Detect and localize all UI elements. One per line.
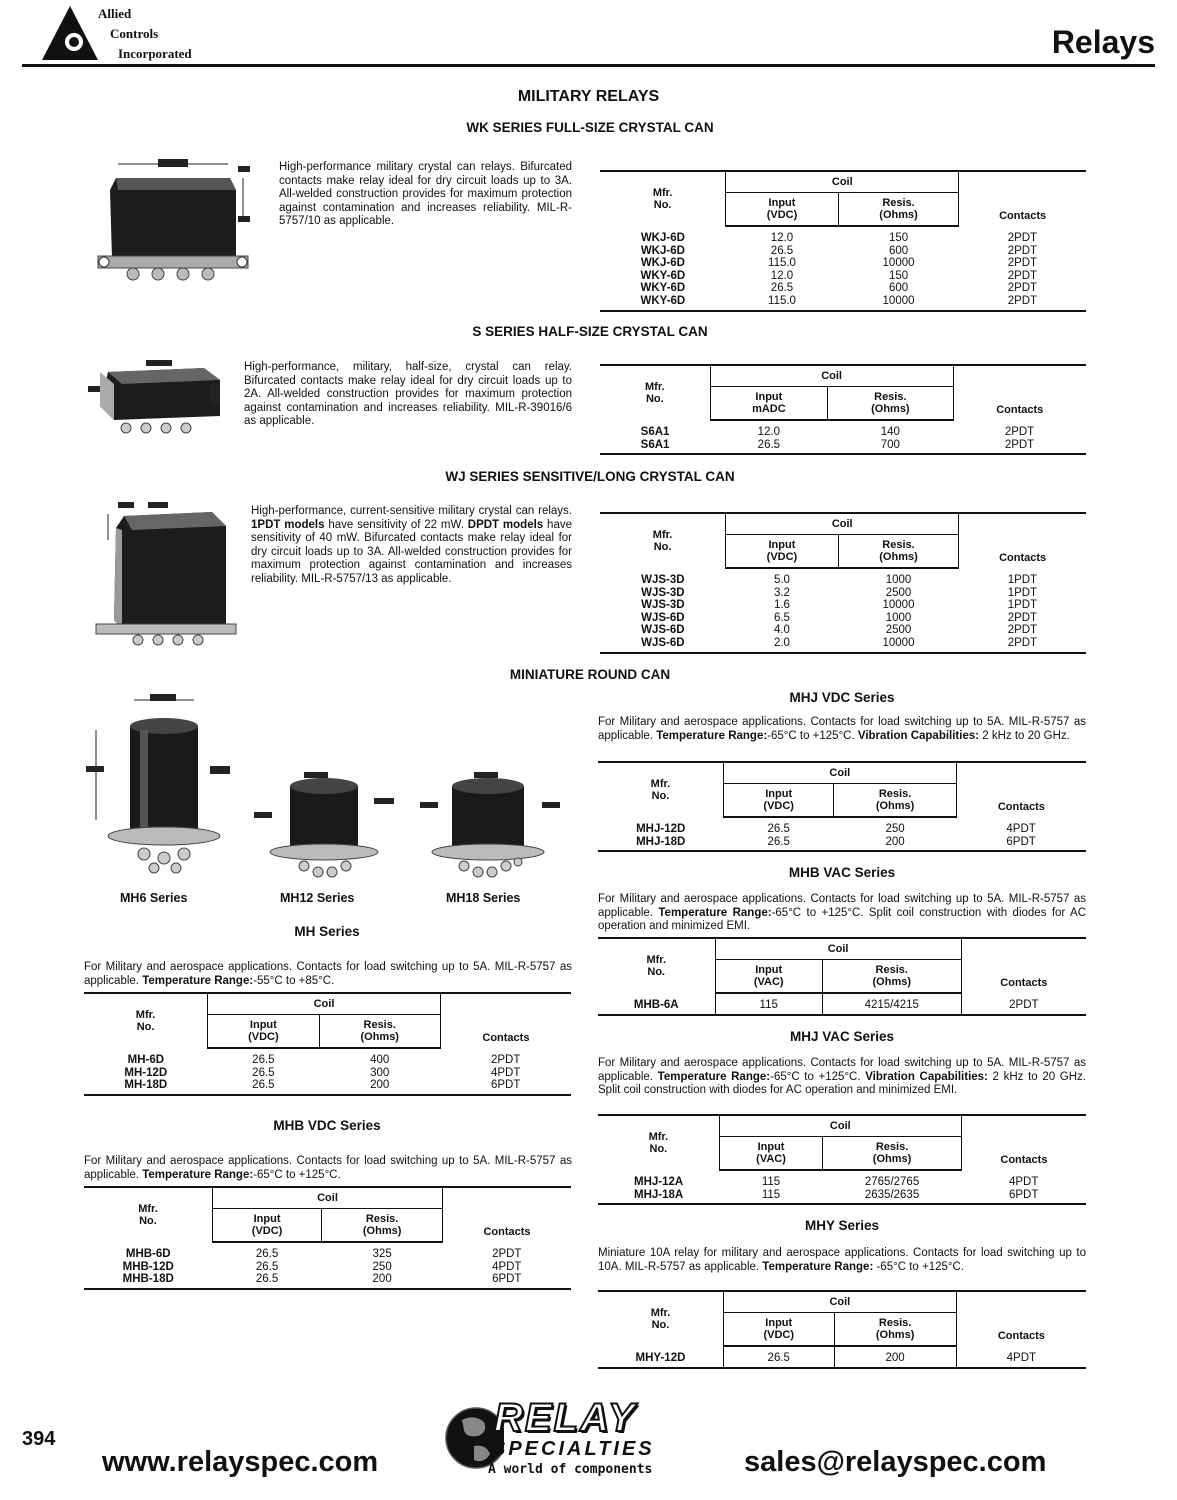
logo-tagline: A world of components xyxy=(488,1462,653,1477)
cell-resis: 2500 xyxy=(885,586,912,599)
wj-desc-part: have sensitivity of 22 mW. xyxy=(324,518,468,531)
mh6-relay-drawing-icon xyxy=(84,690,244,890)
cell-input: 26.5 xyxy=(255,1260,279,1273)
cell-resis: 140 xyxy=(880,426,900,438)
col-contacts: Contacts xyxy=(443,1187,571,1242)
mhy-section-title: MHY Series xyxy=(804,1218,880,1233)
logo-line-3: Incorporated xyxy=(118,46,192,61)
col-input xyxy=(723,1313,834,1347)
cell-contacts: 2PDT xyxy=(1007,231,1038,244)
mhj-vdc-desc-text: For Military and aerospace applications. Contacts for load switching up to 5A. MIL-R-5757 as applicable. xyxy=(598,716,1086,742)
cell-mfr: MHJ-12D xyxy=(636,822,686,835)
cell-input: 26.5 xyxy=(723,1346,834,1368)
cell-input: 26.5 xyxy=(770,282,794,295)
cell-contacts: 2PDT xyxy=(1007,269,1038,282)
table-row xyxy=(600,439,1086,455)
col-resis xyxy=(828,387,953,421)
cell-mfr: WJS-6D xyxy=(600,637,726,653)
table-row xyxy=(598,836,1086,852)
cell-mfr: MHB-6A xyxy=(598,993,715,1015)
resis-header: Resis. (Ohms) xyxy=(875,1317,915,1341)
mfr-header: Mfr. No. xyxy=(646,954,667,978)
cell-resis: 2765/2765 xyxy=(864,1176,920,1188)
cell-mfr: S6A1 xyxy=(640,425,670,438)
wj-section-title: WJ SERIES SENSITIVE/LONG CRYSTAL CAN xyxy=(445,469,735,484)
cell-resis: 10000 xyxy=(838,295,959,311)
mhj-vac-temp-label: Temperature Range: xyxy=(657,1070,771,1083)
cell-resis: 200 xyxy=(834,836,956,852)
table-row xyxy=(600,612,1086,625)
col-input xyxy=(723,784,834,818)
mfr-header: Mfr. No. xyxy=(652,187,673,211)
mh-temp-label: Temperature Range: xyxy=(142,974,254,987)
cell-mfr: MHJ-18A xyxy=(598,1189,719,1205)
mhb-vac-section-title: MHB VAC Series xyxy=(788,865,896,880)
resis-header: Resis. (Ohms) xyxy=(872,1141,912,1165)
mhb-vac-description xyxy=(598,893,1086,934)
logo-line-1: Allied xyxy=(98,6,132,21)
mfr-header: Mfr. No. xyxy=(650,778,671,802)
cell-input: 26.5 xyxy=(723,836,834,852)
cell-resis: 10000 xyxy=(882,599,915,612)
table-row xyxy=(598,1170,1086,1189)
cell-resis: 600 xyxy=(888,244,909,257)
col-input xyxy=(726,193,839,227)
cell-input: 115.0 xyxy=(768,257,796,270)
cell-input: 26.5 xyxy=(767,823,790,835)
col-coil: Coil xyxy=(710,365,953,387)
cell-mfr: WJS-3D xyxy=(641,573,685,586)
cell-mfr: WJS-3D xyxy=(641,586,685,599)
cell-input: 26.5 xyxy=(710,439,828,455)
mh-section-title: MH Series xyxy=(294,924,360,939)
cell-contacts: 6PDT xyxy=(443,1273,571,1289)
col-input xyxy=(212,1209,321,1243)
input-header: Input mADC xyxy=(752,391,786,415)
cell-contacts: 2PDT xyxy=(953,439,1086,455)
header-rule xyxy=(22,64,1155,67)
cell-contacts: 1PDT xyxy=(1007,599,1038,612)
cell-contacts: 2PDT xyxy=(490,1053,521,1066)
mhj-vac-table xyxy=(598,1114,1086,1205)
cell-mfr: WKY-6D xyxy=(600,295,726,311)
cell-resis: 150 xyxy=(888,232,909,244)
cell-mfr: MH-6D xyxy=(127,1053,165,1066)
col-input xyxy=(726,535,839,569)
s-section-title: S SERIES HALF-SIZE CRYSTAL CAN xyxy=(472,324,708,339)
col-mfr xyxy=(598,1115,719,1170)
mhb-vdc-table xyxy=(84,1186,571,1290)
wk-description: High-performance military crystal can relays. Bifurcated contacts make relay ideal for dry circuit loads up to 3A. All-welded construction provides for maximum protection against contamination and increases reliability. MIL-R-5757/10 as applicable. xyxy=(279,161,572,227)
col-mfr xyxy=(598,1291,723,1346)
cell-mfr: WJS-6D xyxy=(641,624,685,637)
mfr-header: Mfr. No. xyxy=(648,1131,669,1155)
wk-table xyxy=(600,170,1086,312)
cell-contacts: 4PDT xyxy=(490,1066,521,1079)
table-row xyxy=(84,1048,571,1067)
cell-contacts: 2PDT xyxy=(959,637,1086,653)
mh-table xyxy=(84,992,571,1096)
mh-temp-value: -55°C to +85°C. xyxy=(253,974,335,987)
input-header: Input (VDC) xyxy=(251,1213,283,1237)
mh18-relay-drawing-icon xyxy=(418,768,568,886)
s-description: High-performance, military, half-size, crystal can relay. Bifurcated contacts make relay ideal for dry circuit loads up to 2A. All-welded construction provides for maximum protection against contamination and increases reliability. MIL-R-39016/6 as applicable. xyxy=(244,361,572,427)
cell-contacts: 2PDT xyxy=(1007,282,1038,295)
resis-header: Resis. (Ohms) xyxy=(879,197,918,221)
website-link[interactable]: www.relayspec.com xyxy=(102,1446,379,1478)
col-contacts: Contacts xyxy=(440,993,571,1048)
cell-contacts: 2PDT xyxy=(1007,611,1038,624)
mhb-vac-temp-value: -65°C to +125°C. Split coil construction with diodes for AC operation and minimized EMI. xyxy=(598,906,1086,932)
mhj-vdc-vib-value: 2 kHz to 20 GHz. xyxy=(979,729,1070,742)
cell-contacts: 1PDT xyxy=(1007,586,1038,599)
cell-mfr: WKY-6D xyxy=(640,269,686,282)
cell-input: 12.0 xyxy=(757,426,781,438)
col-contacts: Contacts xyxy=(956,1291,1086,1346)
table-row xyxy=(598,1189,1086,1205)
cell-mfr: MHY-12D xyxy=(598,1346,723,1368)
cell-input: 1.6 xyxy=(773,599,790,612)
cell-input: 26.5 xyxy=(255,1248,279,1260)
cell-input: 115 xyxy=(715,993,822,1015)
input-header: Input (VDC) xyxy=(766,539,798,563)
col-resis xyxy=(822,960,961,994)
cell-resis: 2635/2635 xyxy=(823,1189,962,1205)
wj-table xyxy=(600,512,1086,654)
cell-mfr: WKJ-6D xyxy=(640,231,685,244)
mhy-desc-text: Miniature 10A relay for military and aerospace applications. Contacts for load switching up to 10A. MIL-R-5757 as applicable. xyxy=(598,1247,1086,1273)
mhj-vdc-vib-label: Vibration Capabilities: xyxy=(857,729,980,742)
col-mfr xyxy=(84,1187,212,1242)
mh-desc-text: For Military and aerospace applications. Contacts for load switching up to 5A. MIL-R-5757 as applicable. xyxy=(84,961,572,987)
cell-resis: 4215/4215 xyxy=(822,993,961,1015)
cell-mfr: MHB-18D xyxy=(84,1273,212,1289)
table-row xyxy=(600,568,1086,587)
col-coil: Coil xyxy=(212,1187,442,1209)
mhj-vdc-table xyxy=(598,761,1086,852)
mhb-vac-temp-label: Temperature Range: xyxy=(658,906,772,919)
mfr-header: Mfr. No. xyxy=(650,1307,671,1331)
resis-header: Resis. (Ohms) xyxy=(871,391,910,415)
cell-input: 26.5 xyxy=(252,1066,275,1079)
table-row xyxy=(600,624,1086,637)
wk-section-title: WK SERIES FULL-SIZE CRYSTAL CAN xyxy=(466,120,714,135)
col-contacts: Contacts xyxy=(959,171,1086,226)
input-header: Input (VDC) xyxy=(766,197,798,221)
col-mfr xyxy=(84,993,208,1048)
wj-desc-part: have sensitivity of 40 mW. Bifurcated contacts make relay ideal for dry circuit loads up to 3A. All-welded construction provides for maximum protection against contamination and increases reliability. MIL-R-5757/13 as applicable. xyxy=(251,518,572,585)
cell-resis: 700 xyxy=(828,439,953,455)
resis-header: Resis. (Ohms) xyxy=(362,1213,402,1237)
table-row xyxy=(598,1346,1086,1368)
mhy-description xyxy=(598,1247,1086,1274)
mhj-vdc-temp-value: -65°C to +125°C. xyxy=(767,729,858,742)
cell-mfr: MHJ-18D xyxy=(598,836,723,852)
cell-contacts: 2PDT xyxy=(961,993,1086,1015)
mhj-vdc-temp-label: Temperature Range: xyxy=(656,729,768,742)
cell-input: 115.0 xyxy=(726,295,839,311)
logo-word-specialties: SPECIALTIES xyxy=(492,1438,655,1460)
mh12-caption: MH12 Series xyxy=(280,891,355,905)
table-row xyxy=(600,587,1086,600)
mh12-relay-drawing-icon xyxy=(252,768,402,886)
email-link[interactable]: sales@relayspec.com xyxy=(744,1446,1047,1478)
mhb-vdc-description xyxy=(84,1155,572,1182)
col-coil: Coil xyxy=(723,1291,956,1313)
col-mfr xyxy=(600,171,726,226)
mh-description xyxy=(84,961,572,988)
mhj-vac-desc-text: For Military and aerospace applications. Contacts for load switching up to 5A. MIL-R-5757 as applicable. xyxy=(598,1057,1086,1083)
mhj-vac-vib-label: Vibration Capabilities: xyxy=(865,1070,988,1083)
cell-contacts: 2PDT xyxy=(1007,244,1038,257)
table-row xyxy=(600,257,1086,270)
table-row xyxy=(600,420,1086,439)
cell-resis: 10000 xyxy=(838,637,959,653)
table-row xyxy=(600,295,1086,311)
col-resis xyxy=(838,535,959,569)
table-row xyxy=(84,1261,571,1274)
cell-contacts: 2PDT xyxy=(1007,624,1038,637)
cell-input: 26.5 xyxy=(770,244,794,257)
mhj-vdc-description xyxy=(598,716,1086,743)
col-coil: Coil xyxy=(723,762,956,784)
cell-input: 115 xyxy=(719,1189,823,1205)
cell-contacts: 2PDT xyxy=(492,1247,522,1260)
table-row xyxy=(84,1079,571,1095)
mhj-vac-temp-value: -65°C to +125°C. xyxy=(770,1070,866,1083)
col-mfr xyxy=(600,513,726,568)
wj-relay-drawing-icon xyxy=(88,500,240,650)
table-row xyxy=(600,270,1086,283)
cell-resis: 10000 xyxy=(882,257,915,270)
cell-mfr: MHB-12D xyxy=(122,1260,174,1273)
col-resis xyxy=(838,193,959,227)
col-contacts: Contacts xyxy=(953,365,1086,420)
mfr-header: Mfr. No. xyxy=(645,381,665,405)
mfr-header: Mfr. No. xyxy=(138,1203,158,1227)
mhj-vac-description xyxy=(598,1057,1086,1098)
table-row xyxy=(600,245,1086,258)
resis-header: Resis. (Ohms) xyxy=(360,1019,399,1043)
wj-desc-bold: 1PDT models xyxy=(251,518,325,531)
cell-resis: 250 xyxy=(885,823,905,835)
cell-input: 2.0 xyxy=(726,637,839,653)
col-contacts: Contacts xyxy=(959,513,1086,568)
col-contacts: Contacts xyxy=(956,762,1086,817)
cell-mfr: S6A1 xyxy=(600,439,710,455)
input-header: Input (VAC) xyxy=(756,1141,786,1165)
cell-contacts: 6PDT xyxy=(440,1079,571,1095)
cell-mfr: MH-12D xyxy=(124,1066,168,1079)
cell-resis: 1000 xyxy=(885,574,912,586)
col-coil: Coil xyxy=(719,1115,961,1137)
wj-description xyxy=(251,505,572,586)
col-input xyxy=(715,960,822,994)
mh6-caption: MH6 Series xyxy=(120,891,188,905)
allied-logo-mark xyxy=(40,4,100,62)
table-row xyxy=(598,817,1086,836)
wj-desc-part: High-performance, current-sensitive military crystal can relays. xyxy=(251,505,572,517)
s-table xyxy=(600,364,1086,455)
table-row xyxy=(84,1242,571,1261)
table-row xyxy=(600,637,1086,653)
mhb-vac-table xyxy=(598,937,1086,1016)
mhb-vac-desc-text: For Military and aerospace applications. Contacts for load switching up to 5A. MIL-R-5757 as applicable. xyxy=(598,893,1086,919)
cell-resis: 200 xyxy=(834,1346,956,1368)
col-coil: Coil xyxy=(715,938,961,960)
mhy-temp-value: -65°C to +125°C. xyxy=(873,1260,964,1273)
wk-relay-drawing-icon xyxy=(88,158,260,290)
cell-input: 5.0 xyxy=(773,574,790,586)
mfr-header: Mfr. No. xyxy=(652,529,673,553)
mhy-temp-label: Temperature Range: xyxy=(762,1260,874,1273)
col-resis xyxy=(823,1137,962,1171)
resis-header: Resis. (Ohms) xyxy=(875,788,915,812)
round-can-title: MINIATURE ROUND CAN xyxy=(509,667,671,682)
allied-controls-logo xyxy=(40,4,230,64)
cell-resis: 150 xyxy=(888,269,909,282)
cell-contacts: 4PDT xyxy=(1008,1175,1039,1188)
cell-resis: 600 xyxy=(888,282,909,295)
cell-contacts: 4PDT xyxy=(956,1346,1086,1368)
input-header: Input (VDC) xyxy=(763,788,794,812)
cell-input: 26.5 xyxy=(208,1079,319,1095)
cell-contacts: 2PDT xyxy=(1007,257,1038,270)
table-row xyxy=(600,282,1086,295)
cell-resis: 300 xyxy=(370,1066,390,1079)
col-coil: Coil xyxy=(208,993,441,1015)
col-input xyxy=(719,1137,823,1171)
resis-header: Resis. (Ohms) xyxy=(872,964,912,988)
col-contacts: Contacts xyxy=(961,1115,1086,1170)
cell-mfr: WKY-6D xyxy=(640,282,686,295)
s-relay-drawing-icon xyxy=(86,358,236,440)
col-resis xyxy=(834,784,956,818)
col-resis xyxy=(834,1313,956,1347)
cell-resis: 200 xyxy=(319,1079,440,1095)
cell-resis: 250 xyxy=(372,1260,392,1273)
mh18-caption: MH18 Series xyxy=(446,891,521,905)
col-resis xyxy=(319,1015,440,1049)
input-header: Input (VDC) xyxy=(248,1019,279,1043)
col-coil: Coil xyxy=(726,171,959,193)
mfr-header: Mfr. No. xyxy=(135,1009,156,1033)
cell-input: 115 xyxy=(761,1176,781,1188)
cell-mfr: WJS-6D xyxy=(641,611,685,624)
page-header-title: Relays xyxy=(1051,24,1155,60)
col-mfr xyxy=(600,365,710,420)
page-number: 394 xyxy=(22,1428,56,1450)
col-coil: Coil xyxy=(726,513,959,535)
relay-specialties-logo xyxy=(444,1398,700,1484)
logo-word-relay: RELAY xyxy=(494,1396,637,1440)
table-row xyxy=(600,599,1086,612)
mhb-vdc-temp-value: -65°C to +125°C. xyxy=(253,1168,341,1181)
cell-input: 6.5 xyxy=(773,611,790,624)
mhy-table xyxy=(598,1290,1086,1369)
cell-resis: 2500 xyxy=(885,624,912,637)
mhb-vdc-temp-label: Temperature Range: xyxy=(142,1168,254,1181)
col-input xyxy=(208,1015,319,1049)
cell-input: 26.5 xyxy=(212,1273,321,1289)
cell-contacts: 4PDT xyxy=(492,1260,522,1273)
table-row xyxy=(598,993,1086,1015)
cell-mfr: MHJ-12A xyxy=(634,1175,684,1188)
cell-resis: 400 xyxy=(370,1054,390,1066)
cell-input: 12.0 xyxy=(770,269,794,282)
col-mfr xyxy=(598,938,715,993)
cell-contacts: 6PDT xyxy=(956,836,1086,852)
mhj-vac-vib-value: 2 kHz to 20 GHz. Split coil construction with diodes for AC operation and minimized EMI. xyxy=(598,1070,1086,1096)
cell-mfr: MH-18D xyxy=(84,1079,208,1095)
cell-input: 12.0 xyxy=(770,232,794,244)
cell-contacts: 2PDT xyxy=(1004,425,1035,438)
logo-line-2: Controls xyxy=(110,26,159,41)
table-row xyxy=(84,1067,571,1080)
cell-mfr: WJS-3D xyxy=(641,599,685,612)
input-header: Input (VDC) xyxy=(763,1317,795,1341)
mhj-vdc-section-title: MHJ VDC Series xyxy=(789,690,895,705)
resis-header: Resis. (Ohms) xyxy=(879,539,918,563)
input-header: Input (VAC) xyxy=(753,964,784,988)
col-mfr xyxy=(598,762,723,817)
cell-input: 26.5 xyxy=(252,1054,275,1066)
cell-input: 3.2 xyxy=(773,586,790,599)
wj-desc-bold: DPDT models xyxy=(467,518,544,531)
cell-mfr: WKJ-6D xyxy=(640,244,685,257)
cell-mfr: WKJ-6D xyxy=(640,257,685,270)
cell-resis: 1000 xyxy=(885,611,912,624)
cell-contacts: 2PDT xyxy=(959,295,1086,311)
cell-contacts: 1PDT xyxy=(1007,573,1038,586)
cell-input: 4.0 xyxy=(773,624,790,637)
page-title: MILITARY RELAYS xyxy=(517,88,660,105)
cell-mfr: MHB-6D xyxy=(125,1247,171,1260)
table-row xyxy=(84,1273,571,1289)
mhb-vdc-section-title: MHB VDC Series xyxy=(273,1118,381,1133)
col-contacts: Contacts xyxy=(961,938,1086,993)
col-input xyxy=(710,387,828,421)
col-resis xyxy=(322,1209,443,1243)
mhj-vac-section-title: MHJ VAC Series xyxy=(789,1029,895,1044)
mhb-vdc-desc-text: For Military and aerospace applications. Contacts for load switching up to 5A. MIL-R-5757 as applicable. xyxy=(84,1155,572,1181)
cell-contacts: 6PDT xyxy=(961,1189,1086,1205)
cell-contacts: 4PDT xyxy=(1006,822,1036,835)
cell-resis: 200 xyxy=(322,1273,443,1289)
cell-resis: 325 xyxy=(372,1248,392,1260)
table-row xyxy=(600,226,1086,245)
